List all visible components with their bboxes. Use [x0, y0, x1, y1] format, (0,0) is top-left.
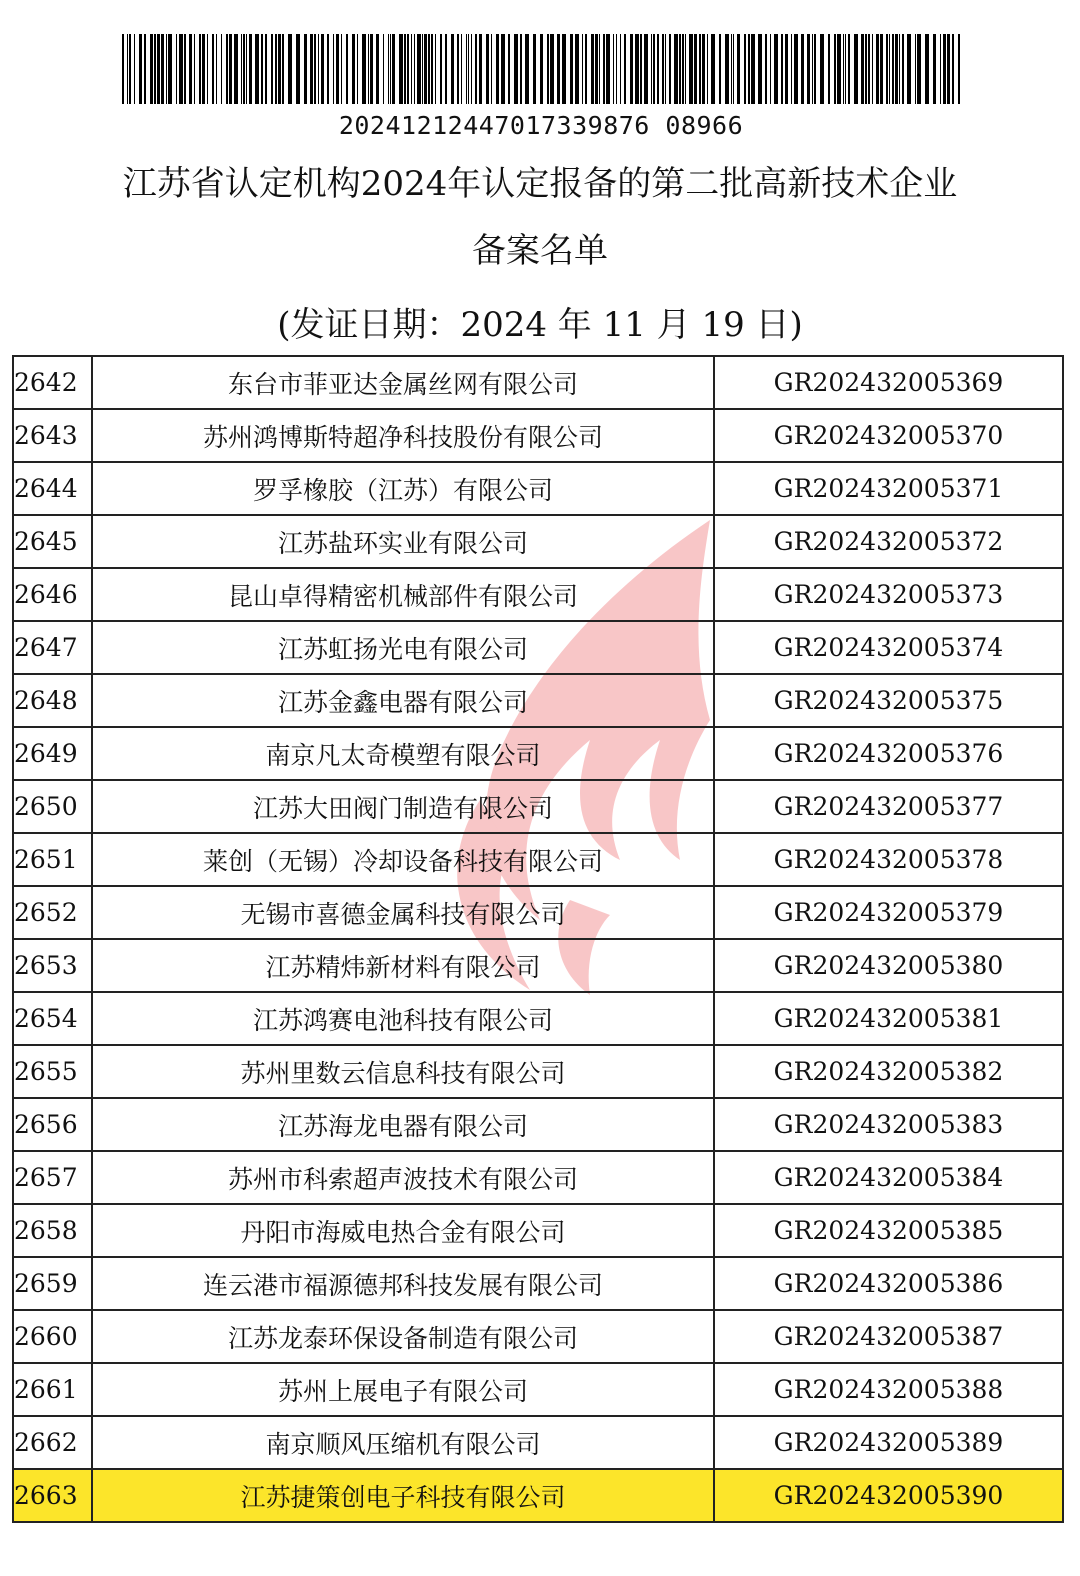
row-number: 2644: [13, 462, 92, 515]
barcode-bar: [733, 34, 734, 104]
table-row: [13, 1098, 1063, 1151]
barcode-bar: [820, 34, 824, 104]
barcode-bar: [644, 34, 648, 104]
table-row: [13, 1363, 1063, 1416]
barcode-bar: [640, 34, 642, 104]
company-name: 江苏捷策创电子科技有限公司: [92, 1469, 714, 1522]
barcode-bar: [176, 34, 177, 104]
barcode-bar: [424, 34, 427, 104]
company-name: 苏州里数云信息科技有限公司: [92, 1045, 714, 1098]
barcode-bar: [907, 34, 911, 104]
barcode-bar: [616, 34, 617, 104]
barcode-bar: [570, 34, 573, 104]
barcode-bar: [304, 34, 307, 104]
barcode-bar: [144, 34, 146, 104]
barcode-bar: [249, 34, 252, 104]
barcode-bar: [318, 34, 319, 104]
barcode-bar: [785, 34, 788, 104]
table-row: [13, 515, 1063, 568]
barcode-bar: [243, 34, 245, 104]
barcode-bar: [620, 34, 621, 104]
barcode-bar: [368, 34, 369, 104]
certificate-number: GR202432005385: [714, 1204, 1063, 1257]
company-name: 无锡市喜德金属科技有限公司: [92, 886, 714, 939]
company-name: 南京顺风压缩机有限公司: [92, 1416, 714, 1469]
barcode-bar: [550, 34, 554, 104]
barcode-bar: [388, 34, 389, 104]
company-name: 江苏大田阀门制造有限公司: [92, 780, 714, 833]
barcode-bar: [848, 34, 850, 104]
company-name: 江苏海龙电器有限公司: [92, 1098, 714, 1151]
row-number: 2655: [13, 1045, 92, 1098]
barcode-bar: [952, 34, 954, 104]
barcode-bar: [314, 34, 316, 104]
barcode-bar: [501, 34, 505, 104]
barcode-bar: [271, 34, 273, 104]
barcode-bar: [624, 34, 626, 104]
barcode-bar: [422, 34, 423, 104]
barcode-bar: [880, 34, 883, 104]
barcode-bar: [814, 34, 816, 104]
barcode-bar: [207, 34, 208, 104]
company-name: 江苏鸿赛电池科技有限公司: [92, 992, 714, 1045]
certificate-number: GR202432005382: [714, 1045, 1063, 1098]
barcode-bar: [665, 34, 666, 104]
certificate-number: GR202432005387: [714, 1310, 1063, 1363]
barcode-bar: [440, 34, 442, 104]
barcode-bar: [435, 34, 436, 104]
barcode-bar: [333, 34, 334, 104]
barcode-bar: [161, 34, 164, 104]
barcode-bar: [585, 34, 587, 104]
barcode-bar: [630, 34, 633, 104]
barcode-bar: [791, 34, 792, 104]
barcode-bar: [122, 34, 124, 104]
barcode-bar: [431, 34, 433, 104]
barcode-bar: [255, 34, 259, 104]
barcode-bar: [461, 34, 462, 104]
barcode-bar: [943, 34, 946, 104]
barcode-bar: [417, 34, 421, 104]
table-row: [13, 462, 1063, 515]
issue-date: (发证日期：2024 年 11 月 19 日): [277, 305, 803, 345]
barcode-bar: [241, 34, 242, 104]
certificate-number: GR202432005376: [714, 727, 1063, 780]
barcode-bar: [184, 34, 186, 104]
barcode-bar: [234, 34, 238, 104]
certificate-number: GR202432005378: [714, 833, 1063, 886]
barcode-bar: [288, 34, 292, 104]
barcode-bar: [202, 34, 205, 104]
company-name: 罗孚橡胶（江苏）有限公司: [92, 462, 714, 515]
table-row: [13, 621, 1063, 674]
barcode-number: 20241212447017339876 08966: [338, 111, 744, 140]
table-row: [13, 886, 1063, 939]
certificate-number: GR202432005386: [714, 1257, 1063, 1310]
barcode-bar: [651, 34, 652, 104]
barcode-bar: [261, 34, 263, 104]
company-name: 苏州上展电子有限公司: [92, 1363, 714, 1416]
certificate-number: GR202432005375: [714, 674, 1063, 727]
certificate-number: GR202432005377: [714, 780, 1063, 833]
table-row: [13, 992, 1063, 1045]
barcode-bar: [370, 34, 373, 104]
barcode-bar: [599, 34, 600, 104]
barcode-bar: [657, 34, 659, 104]
company-name: 苏州市科索超声波技术有限公司: [92, 1151, 714, 1204]
certificate-number: GR202432005370: [714, 409, 1063, 462]
barcode-bar: [407, 34, 409, 104]
barcode-bar: [737, 34, 740, 104]
barcode-bar: [725, 34, 729, 104]
barcode-bar: [694, 34, 697, 104]
barcode-bar: [902, 34, 904, 104]
barcode-bar: [150, 34, 153, 104]
row-number: 2663: [13, 1469, 92, 1522]
barcode-bar: [491, 34, 492, 104]
barcode-bar: [606, 34, 610, 104]
row-number: 2660: [13, 1310, 92, 1363]
barcode-bar: [392, 34, 395, 104]
barcode-bar: [781, 34, 783, 104]
barcode-bar: [895, 34, 898, 104]
barcode-bar: [748, 34, 750, 104]
barcode-bar: [689, 34, 693, 104]
barcode-bar: [933, 34, 936, 104]
barcode-bar: [134, 34, 135, 104]
table-row: [13, 1045, 1063, 1098]
row-number: 2652: [13, 886, 92, 939]
barcode-bar: [711, 34, 715, 104]
barcode-bar: [139, 34, 142, 104]
barcode-bar: [514, 34, 518, 104]
row-number: 2647: [13, 621, 92, 674]
barcode-bar: [828, 34, 830, 104]
row-number: 2657: [13, 1151, 92, 1204]
company-name: 连云港市福源德邦科技发展有限公司: [92, 1257, 714, 1310]
barcode-bar: [872, 34, 873, 104]
barcode-bar: [428, 34, 430, 104]
barcode-bar: [834, 34, 836, 104]
barcode-bar: [595, 34, 598, 104]
barcode-bar: [854, 34, 858, 104]
row-number: 2661: [13, 1363, 92, 1416]
barcode-bar: [129, 34, 131, 104]
certificate-number: GR202432005374: [714, 621, 1063, 674]
company-name: 南京凡太奇模塑有限公司: [92, 727, 714, 780]
barcode-bar: [947, 34, 950, 104]
table-row: [13, 939, 1063, 992]
barcode-bar: [525, 34, 529, 104]
row-number: 2648: [13, 674, 92, 727]
barcode-bar: [383, 34, 384, 104]
barcode-bar: [843, 34, 844, 104]
row-number: 2651: [13, 833, 92, 886]
barcode: [122, 34, 960, 104]
certificate-number: GR202432005381: [714, 992, 1063, 1045]
barcode-bar: [457, 34, 459, 104]
barcode-bar: [653, 34, 655, 104]
barcode-bar: [635, 34, 639, 104]
barcode-bar: [179, 34, 183, 104]
barcode-bar: [346, 34, 348, 104]
barcode-bar: [547, 34, 549, 104]
row-number: 2642: [13, 356, 92, 409]
barcode-bar: [496, 34, 499, 104]
barcode-bar: [557, 34, 560, 104]
table-row: [13, 356, 1063, 409]
barcode-bar: [278, 34, 281, 104]
table-row-highlighted: [13, 1469, 1063, 1522]
company-name: 昆山卓得精密机械部件有限公司: [92, 568, 714, 621]
barcode-bar: [889, 34, 890, 104]
barcode-bar: [613, 34, 614, 104]
barcode-bar: [212, 34, 214, 104]
row-number: 2654: [13, 992, 92, 1045]
table-row: [13, 1257, 1063, 1310]
barcode-bar: [229, 34, 232, 104]
barcode-bar: [837, 34, 841, 104]
barcode-bar: [199, 34, 201, 104]
barcode-bar: [582, 34, 583, 104]
barcode-bar: [751, 34, 755, 104]
barcode-bar: [812, 34, 813, 104]
row-number: 2645: [13, 515, 92, 568]
barcode-bar: [707, 34, 708, 104]
barcode-bar: [296, 34, 300, 104]
barcode-bar: [310, 34, 313, 104]
table-row: [13, 727, 1063, 780]
barcode-bar: [719, 34, 721, 104]
barcode-bar: [758, 34, 762, 104]
barcode-bar: [575, 34, 579, 104]
table-row: [13, 1310, 1063, 1363]
barcode-bar: [508, 34, 510, 104]
certificate-number: GR202432005389: [714, 1416, 1063, 1469]
table-row: [13, 1204, 1063, 1257]
certificate-number: GR202432005384: [714, 1151, 1063, 1204]
table-row: [13, 1416, 1063, 1469]
barcode-bar: [471, 34, 472, 104]
barcode-bar: [157, 34, 160, 104]
company-name: 江苏盐环实业有限公司: [92, 515, 714, 568]
row-number: 2649: [13, 727, 92, 780]
barcode-bar: [886, 34, 888, 104]
barcode-bar: [352, 34, 355, 104]
company-name: 丹阳市海威电热合金有限公司: [92, 1204, 714, 1257]
certificate-number: GR202432005369: [714, 356, 1063, 409]
certificate-number: GR202432005373: [714, 568, 1063, 621]
barcode-bar: [336, 34, 339, 104]
barcode-bar: [282, 34, 284, 104]
barcode-bar: [390, 34, 391, 104]
barcode-bar: [216, 34, 217, 104]
certificate-number: GR202432005379: [714, 886, 1063, 939]
barcode-bar: [221, 34, 222, 104]
barcode-bar: [357, 34, 358, 104]
table-row: [13, 780, 1063, 833]
certificate-number: GR202432005390: [714, 1469, 1063, 1522]
company-name: 江苏精炜新材料有限公司: [92, 939, 714, 992]
barcode-bar: [533, 34, 536, 104]
table-row: [13, 409, 1063, 462]
barcode-bar: [774, 34, 778, 104]
barcode-bar: [702, 34, 705, 104]
barcode-bar: [765, 34, 767, 104]
barcode-bar: [475, 34, 477, 104]
barcode-bar: [685, 34, 686, 104]
barcode-bar: [275, 34, 277, 104]
barcode-bar: [321, 34, 324, 104]
barcode-bar: [801, 34, 804, 104]
barcode-bar: [376, 34, 379, 104]
barcode-bar: [662, 34, 664, 104]
barcode-bar: [226, 34, 228, 104]
barcode-bar: [399, 34, 403, 104]
row-number: 2659: [13, 1257, 92, 1310]
row-number: 2653: [13, 939, 92, 992]
barcode-bar: [445, 34, 447, 104]
barcode-bar: [679, 34, 681, 104]
barcode-bar: [669, 34, 671, 104]
barcode-bar: [744, 34, 746, 104]
barcode-bars: [122, 34, 960, 104]
barcode-bar: [404, 34, 406, 104]
barcode-bar: [925, 34, 929, 104]
row-number: 2643: [13, 409, 92, 462]
barcode-bar: [451, 34, 454, 104]
certificate-number: GR202432005372: [714, 515, 1063, 568]
barcode-bar: [861, 34, 864, 104]
barcode-bar: [699, 34, 701, 104]
table-row: [13, 833, 1063, 886]
barcode-bar: [540, 34, 543, 104]
certificate-number: GR202432005388: [714, 1363, 1063, 1416]
barcode-bar: [265, 34, 267, 104]
barcode-bar: [127, 34, 128, 104]
row-number: 2656: [13, 1098, 92, 1151]
barcode-bar: [940, 34, 941, 104]
table-row: [13, 568, 1063, 621]
certificate-number: GR202432005371: [714, 462, 1063, 515]
barcode-bar: [899, 34, 900, 104]
barcode-bar: [770, 34, 771, 104]
barcode-bar: [868, 34, 870, 104]
certificate-number: GR202432005383: [714, 1098, 1063, 1151]
barcode-bar: [591, 34, 594, 104]
barcode-bar: [479, 34, 482, 104]
row-number: 2658: [13, 1204, 92, 1257]
barcode-bar: [845, 34, 846, 104]
document-subtitle: 备案名单: [472, 231, 608, 271]
barcode-bar: [154, 34, 156, 104]
barcode-bar: [166, 34, 167, 104]
barcode-bar: [468, 34, 469, 104]
barcode-bar: [466, 34, 467, 104]
barcode-bar: [520, 34, 522, 104]
table-row: [13, 674, 1063, 727]
barcode-bar: [807, 34, 810, 104]
company-name: 莱创（无锡）冷却设备科技有限公司: [92, 833, 714, 886]
barcode-bar: [194, 34, 195, 104]
company-table: [12, 355, 1064, 1523]
barcode-bar: [562, 34, 566, 104]
row-number: 2646: [13, 568, 92, 621]
row-number: 2650: [13, 780, 92, 833]
barcode-bar: [362, 34, 366, 104]
certificate-number: GR202432005380: [714, 939, 1063, 992]
document-title: 江苏省认定机构2024年认定报备的第二批高新技术企业: [122, 164, 958, 204]
barcode-bar: [892, 34, 894, 104]
barcode-bar: [794, 34, 798, 104]
barcode-bar: [327, 34, 329, 104]
barcode-bar: [189, 34, 192, 104]
barcode-bar: [682, 34, 684, 104]
barcode-bar: [414, 34, 415, 104]
row-number: 2662: [13, 1416, 92, 1469]
barcode-bar: [603, 34, 605, 104]
table-row: [13, 1151, 1063, 1204]
barcode-bar: [341, 34, 342, 104]
barcode-bar: [168, 34, 172, 104]
company-name: 江苏金鑫电器有限公司: [92, 674, 714, 727]
barcode-bar: [917, 34, 921, 104]
barcode-bar: [674, 34, 678, 104]
company-name: 江苏虹扬光电有限公司: [92, 621, 714, 674]
barcode-bar: [865, 34, 867, 104]
company-name: 苏州鸿博斯特超净科技股份有限公司: [92, 409, 714, 462]
barcode-bar: [486, 34, 489, 104]
barcode-bar: [958, 34, 960, 104]
barcode-bar: [876, 34, 879, 104]
barcode-bar: [915, 34, 916, 104]
company-name: 东台市菲亚达金属丝网有限公司: [92, 356, 714, 409]
company-name: 江苏龙泰环保设备制造有限公司: [92, 1310, 714, 1363]
barcode-bar: [411, 34, 412, 104]
barcode-bar: [731, 34, 732, 104]
barcode-bar: [246, 34, 247, 104]
